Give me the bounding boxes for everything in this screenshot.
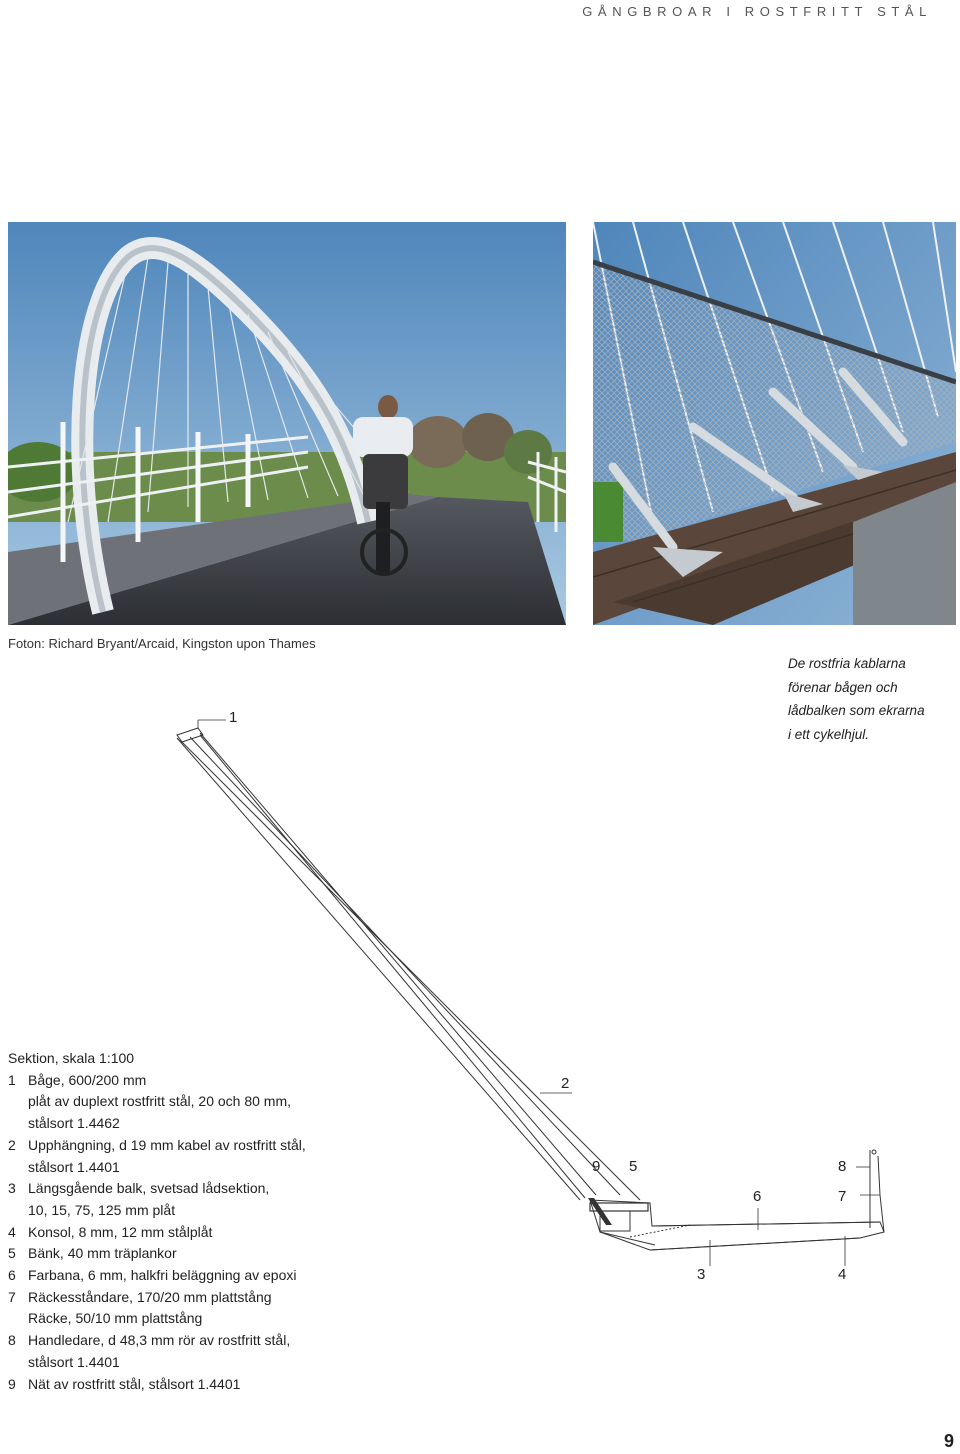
legend-item	[8, 1330, 408, 1373]
callout-9: 9	[592, 1158, 601, 1175]
legend-text: plåt av duplext rostfritt stål, 20 och 80 mm,	[28, 1093, 292, 1110]
legend-number: 7	[8, 1288, 16, 1305]
legend-text: Längsgående balk, svetsad lådsektion,	[28, 1180, 270, 1197]
legend-item	[8, 1374, 408, 1396]
callout-3: 3	[697, 1266, 706, 1283]
callout-8: 8	[838, 1158, 847, 1175]
callout-1: 1	[229, 709, 238, 726]
legend-number: 5	[8, 1245, 16, 1262]
legend-text: stålsort 1.4401	[28, 1158, 120, 1175]
legend-title: Sektion, skala 1:100	[8, 1050, 135, 1066]
legend-number: 4	[8, 1223, 16, 1240]
legend-text: Konsol, 8 mm, 12 mm stålplåt	[28, 1223, 213, 1240]
legend-item	[8, 1287, 408, 1330]
legend-text: Nät av rostfritt stål, stålsort 1.4401	[28, 1375, 241, 1392]
callout-7: 7	[838, 1188, 847, 1205]
callout-2: 2	[561, 1075, 570, 1092]
legend-number: 6	[8, 1267, 16, 1284]
page-number: 9	[943, 1431, 954, 1451]
railing-detail-photo	[593, 222, 956, 625]
caption-line: De rostfria kablarna	[788, 656, 906, 671]
legend-number: 8	[8, 1332, 16, 1349]
legend-item	[8, 1070, 408, 1135]
legend-number: 9	[8, 1375, 16, 1392]
legend-text: Farbana, 6 mm, halkfri beläggning av epoxi	[28, 1267, 297, 1284]
legend-text: Handledare, d 48,3 mm rör av rostfritt stål,	[28, 1332, 291, 1349]
bridge-arch-photo	[8, 222, 566, 625]
legend-text: Räcke, 50/10 mm plattstång	[28, 1310, 203, 1327]
legend-item	[8, 1135, 408, 1178]
callout-5: 5	[629, 1158, 638, 1175]
legend-text: Bänk, 40 mm träplankor	[28, 1245, 177, 1262]
legend-number: 1	[8, 1071, 16, 1088]
legend-item	[8, 1178, 408, 1221]
callout-6: 6	[753, 1188, 762, 1205]
legend-item	[8, 1243, 408, 1265]
photo-credit: Foton: Richard Bryant/Arcaid, Kingston upon Thames	[8, 636, 316, 651]
legend-item	[8, 1265, 408, 1287]
legend-text: Räckesståndare, 170/20 mm plattstång	[28, 1288, 272, 1305]
legend-text: Båge, 600/200 mm	[28, 1071, 147, 1088]
callout-4: 4	[838, 1266, 847, 1283]
legend-text: stålsort 1.4401	[28, 1353, 120, 1370]
legend-number: 2	[8, 1136, 16, 1153]
legend-text: Upphängning, d 19 mm kabel av rostfritt stål,	[28, 1136, 306, 1153]
legend-text: 10, 15, 75, 125 mm plåt	[28, 1201, 176, 1218]
legend-item	[8, 1222, 408, 1244]
section-legend	[8, 1048, 408, 1395]
running-head: GÅNGBROAR I ROSTFRITT STÅL	[582, 4, 932, 19]
caption-line: i ett cykelhjul.	[788, 726, 870, 742]
caption-line: förenar bågen och	[788, 679, 898, 695]
legend-text: stålsort 1.4462	[28, 1115, 120, 1132]
legend-number: 3	[8, 1180, 16, 1197]
caption-line: lådbalken som ekrarna	[788, 703, 925, 718]
